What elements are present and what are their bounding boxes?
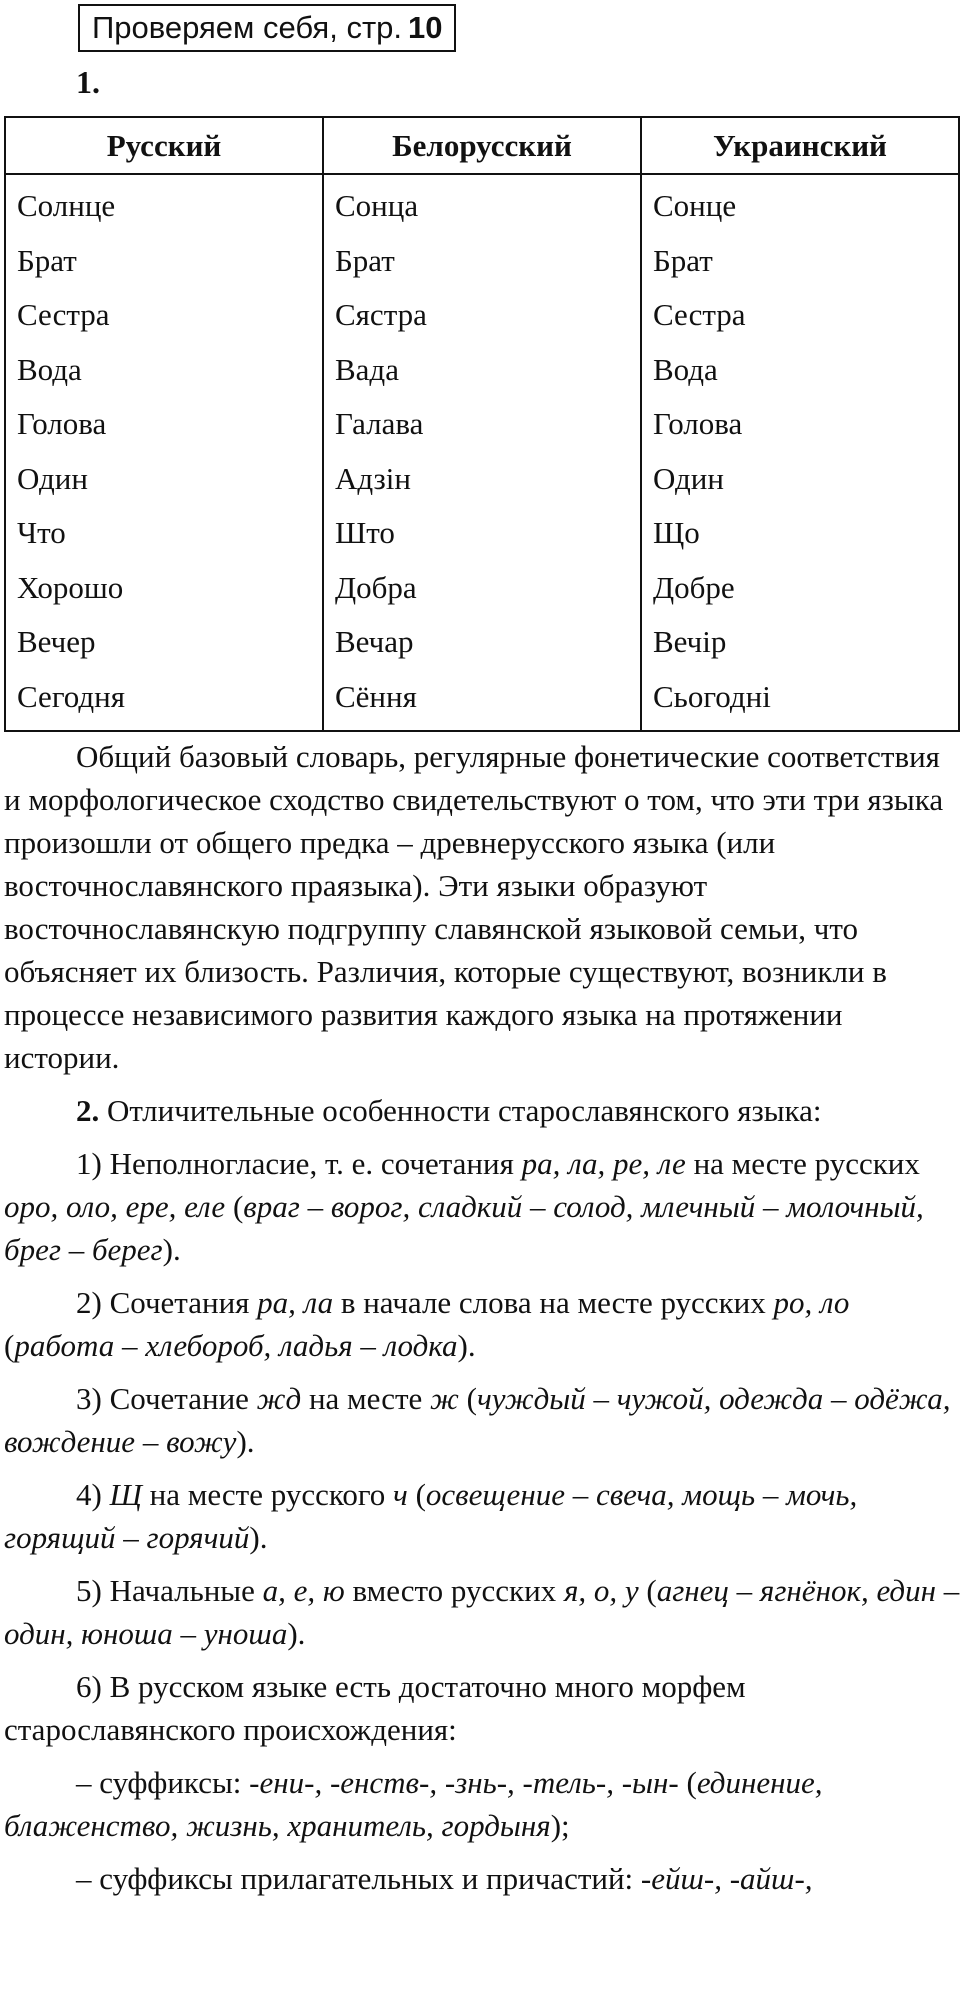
- cell-ukrainian: Сьогодні: [641, 670, 959, 732]
- cell-belarusian: Сонца: [323, 174, 641, 234]
- text-span: – суффиксы прилагательных и причастий:: [76, 1861, 641, 1896]
- cell-ukrainian: Вода: [641, 343, 959, 398]
- italic-span: освещение – свеча, мощь – мочь, горящий – горячий: [4, 1477, 858, 1555]
- body-text: [4, 735, 960, 1910]
- text-span: ).: [236, 1424, 255, 1459]
- text-span: 3) Сочетание: [76, 1381, 257, 1416]
- column-header-russian: Русский: [5, 117, 323, 174]
- table-row: [5, 288, 959, 343]
- cell-russian: Один: [5, 452, 323, 507]
- header-page-number: 10: [408, 10, 443, 45]
- text-span: (: [458, 1381, 477, 1416]
- table-row: [5, 397, 959, 452]
- feature-1: [4, 1142, 960, 1271]
- cell-ukrainian: Один: [641, 452, 959, 507]
- cell-russian: Солнце: [5, 174, 323, 234]
- page-header: [78, 4, 456, 52]
- italic-span: ра, ла, ре, ле: [521, 1146, 686, 1181]
- comparison-table: [4, 116, 960, 732]
- text-span: 1) Неполногласие, т. е. сочетания: [76, 1146, 522, 1181]
- text-span: в начале слова на месте русских: [333, 1285, 774, 1320]
- italic-span: единение, блаженство, жизнь, хранитель, гордыня: [4, 1765, 823, 1843]
- text-span: вместо русских: [344, 1573, 564, 1608]
- italic-span: я, о, у: [563, 1573, 639, 1608]
- feature-4: [4, 1473, 960, 1559]
- italic-span: оро, оло, ере, еле: [4, 1189, 226, 1224]
- suffixes-nouns: [4, 1761, 960, 1847]
- cell-belarusian: Галава: [323, 397, 641, 452]
- cell-ukrainian: Сестра: [641, 288, 959, 343]
- cell-ukrainian: Брат: [641, 234, 959, 289]
- feature-3: [4, 1377, 960, 1463]
- cell-russian: Вечер: [5, 615, 323, 670]
- italic-span: а, е, ю: [262, 1573, 345, 1608]
- text-span: (: [678, 1765, 697, 1800]
- text-span: 2) Сочетания: [76, 1285, 258, 1320]
- italic-span: ж: [430, 1381, 459, 1416]
- task-2-intro: [4, 1089, 960, 1132]
- cell-ukrainian: Добре: [641, 561, 959, 616]
- text-span: (: [407, 1477, 426, 1512]
- cell-belarusian: Сястра: [323, 288, 641, 343]
- italic-span: -ейш-, -айш-,: [640, 1861, 813, 1896]
- table-header-row: [5, 117, 959, 174]
- task-1-number: 1.: [76, 64, 100, 100]
- column-header-belarusian: Белорусский: [323, 117, 641, 174]
- italic-span: ро, ло: [773, 1285, 850, 1320]
- text-span: на месте: [301, 1381, 431, 1416]
- cell-ukrainian: Вечір: [641, 615, 959, 670]
- table-row: [5, 670, 959, 732]
- table-row: [5, 174, 959, 234]
- text-span: – суффиксы:: [76, 1765, 250, 1800]
- column-header-ukrainian: Украинский: [641, 117, 959, 174]
- text-span: (: [4, 1328, 15, 1363]
- cell-belarusian: Вечар: [323, 615, 641, 670]
- cell-belarusian: Добра: [323, 561, 641, 616]
- task-2-intro-text: Отличительные особенности старославянского языка:: [107, 1093, 822, 1128]
- task-2-number: 2.: [76, 1093, 100, 1128]
- italic-span: ч: [393, 1477, 408, 1512]
- feature-2: [4, 1281, 960, 1367]
- text-span: ).: [287, 1616, 306, 1651]
- text-span: 4): [76, 1477, 110, 1512]
- table-row: [5, 234, 959, 289]
- italic-span: ра, ла: [257, 1285, 334, 1320]
- task-1-conclusion: Общий базовый словарь, регулярные фонетические соответствия и морфологическое сходство свидетельствуют о том, что эти три языка произошли от общего предка – древнерусского языка (или восточнославянского праязыка). Эти языки образуют восточнославянскую подгруппу славянской языковой семьи, что объясняет их близость. Различия, которые существуют, возникли в процессе независимого развития каждого языка на протяжении истории.: [4, 739, 944, 1075]
- table-row: [5, 506, 959, 561]
- table-row: [5, 343, 959, 398]
- table-row: [5, 615, 959, 670]
- cell-russian: Сестра: [5, 288, 323, 343]
- text-span: 5) Начальные: [76, 1573, 263, 1608]
- suffixes-adjectives: [4, 1857, 960, 1900]
- text-span: );: [550, 1808, 570, 1843]
- table-row: [5, 561, 959, 616]
- italic-span: жд: [256, 1381, 302, 1416]
- italic-span: чуждый – чужой, одежда – одёжа, вождение – вожу: [4, 1381, 951, 1459]
- feature-6: 6) В русском языке есть достаточно много морфем старославянского происхождения:: [4, 1669, 746, 1747]
- cell-russian: Что: [5, 506, 323, 561]
- italic-span: враг – ворог, сладкий – солод, млечный – молочный, брег – берег: [4, 1189, 924, 1267]
- text-span: на месте русского: [141, 1477, 394, 1512]
- text-span: (: [225, 1189, 244, 1224]
- italic-span: агнец – ягнёнок, един – один, юноша – уноша: [4, 1573, 960, 1651]
- header-label: Проверяем себя, стр.: [92, 10, 402, 45]
- cell-belarusian: Сёння: [323, 670, 641, 732]
- text-span: ).: [457, 1328, 476, 1363]
- italic-span: -ени-, -енств-, -знь-, -тель-, -ын-: [249, 1765, 679, 1800]
- cell-ukrainian: Сонце: [641, 174, 959, 234]
- text-span: на месте русских: [685, 1146, 920, 1181]
- cell-ukrainian: Голова: [641, 397, 959, 452]
- cell-belarusian: Што: [323, 506, 641, 561]
- italic-span: работа – хлебороб, ладья – лодка: [14, 1328, 458, 1363]
- italic-span: Щ: [109, 1477, 142, 1512]
- table-row: [5, 452, 959, 507]
- cell-belarusian: Брат: [323, 234, 641, 289]
- text-span: ).: [249, 1520, 268, 1555]
- cell-russian: Вода: [5, 343, 323, 398]
- cell-belarusian: Адзін: [323, 452, 641, 507]
- cell-russian: Сегодня: [5, 670, 323, 732]
- text-span: (: [638, 1573, 657, 1608]
- cell-russian: Брат: [5, 234, 323, 289]
- text-span: ).: [162, 1232, 181, 1267]
- cell-russian: Голова: [5, 397, 323, 452]
- cell-russian: Хорошо: [5, 561, 323, 616]
- cell-belarusian: Вада: [323, 343, 641, 398]
- cell-ukrainian: Що: [641, 506, 959, 561]
- feature-5: [4, 1569, 960, 1655]
